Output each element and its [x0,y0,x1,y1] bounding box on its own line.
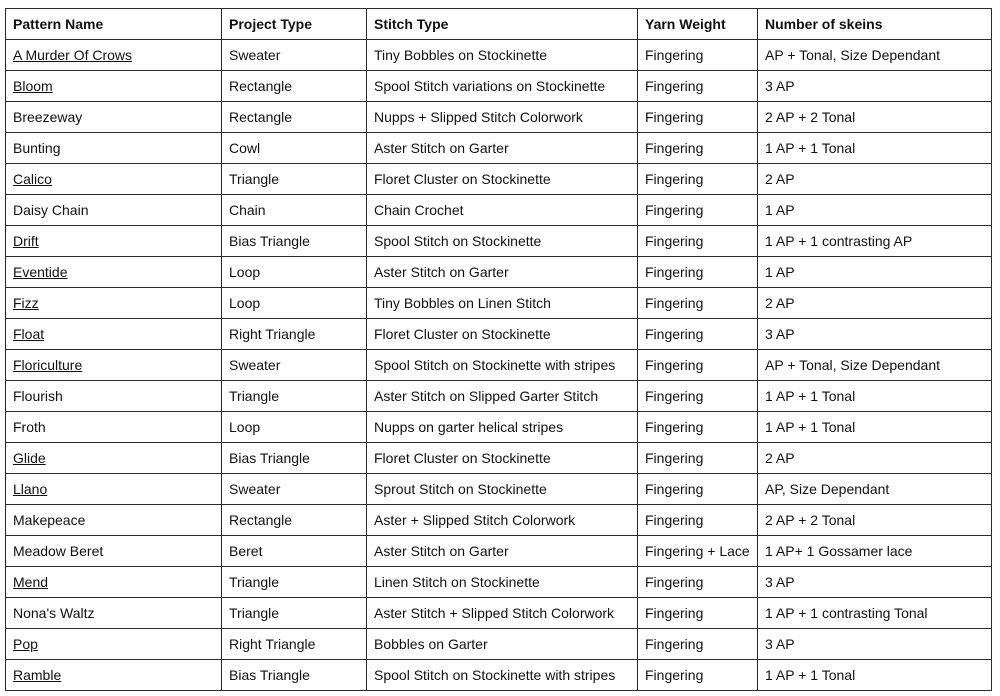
pattern-link[interactable]: Calico [13,171,52,187]
cell-pattern-name: Bunting [6,133,222,164]
table-row [6,598,992,629]
cell-number-of-skeins: 1 AP + 1 contrasting Tonal [758,598,992,629]
cell-pattern-name [6,660,222,691]
table-row [6,412,992,443]
cell-stitch-type: Nupps on garter helical stripes [367,412,638,443]
cell-project-type: Rectangle [222,102,367,133]
cell-stitch-type: Chain Crochet [367,195,638,226]
cell-project-type: Triangle [222,598,367,629]
table-row [6,381,992,412]
cell-stitch-type: Aster Stitch on Garter [367,133,638,164]
table-row [6,350,992,381]
cell-stitch-type: Spool Stitch on Stockinette with stripes [367,350,638,381]
pattern-link[interactable]: Mend [13,574,49,590]
cell-number-of-skeins: AP + Tonal, Size Dependant [758,40,992,71]
cell-project-type: Right Triangle [222,319,367,350]
table-row [6,319,992,350]
table-row [6,567,992,598]
cell-pattern-name [6,443,222,474]
table-row [6,257,992,288]
table-row [6,629,992,660]
cell-number-of-skeins: 1 AP + 1 Tonal [758,660,992,691]
pattern-link[interactable]: Floriculture [13,357,83,373]
cell-number-of-skeins: 1 AP+ 1 Gossamer lace [758,536,992,567]
cell-pattern-name [6,567,222,598]
cell-yarn-weight: Fingering [638,195,758,226]
cell-project-type: Loop [222,288,367,319]
cell-stitch-type: Bobbles on Garter [367,629,638,660]
cell-number-of-skeins: 2 AP [758,164,992,195]
cell-stitch-type: Tiny Bobbles on Linen Stitch [367,288,638,319]
table-row [6,195,992,226]
pattern-link[interactable]: Llano [13,481,48,497]
cell-project-type: Triangle [222,567,367,598]
table-body [6,40,992,691]
cell-stitch-type: Spool Stitch on Stockinette [367,226,638,257]
pattern-link[interactable]: Glide [13,450,46,466]
table-row [6,164,992,195]
cell-project-type: Sweater [222,350,367,381]
cell-yarn-weight: Fingering [638,257,758,288]
cell-stitch-type: Linen Stitch on Stockinette [367,567,638,598]
cell-number-of-skeins: 3 AP [758,629,992,660]
cell-yarn-weight: Fingering [638,102,758,133]
cell-project-type: Beret [222,536,367,567]
cell-project-type: Sweater [222,474,367,505]
cell-number-of-skeins: 2 AP + 2 Tonal [758,505,992,536]
cell-yarn-weight: Fingering [638,164,758,195]
table-row [6,288,992,319]
cell-project-type: Right Triangle [222,629,367,660]
table-header-row [6,9,992,40]
cell-stitch-type: Aster Stitch + Slipped Stitch Colorwork [367,598,638,629]
cell-project-type: Bias Triangle [222,443,367,474]
cell-project-type: Chain [222,195,367,226]
cell-pattern-name [6,164,222,195]
cell-stitch-type: Nupps + Slipped Stitch Colorwork [367,102,638,133]
cell-yarn-weight: Fingering [638,629,758,660]
cell-pattern-name [6,474,222,505]
pattern-link[interactable]: Bloom [13,78,53,94]
table-row [6,660,992,691]
cell-pattern-name: Meadow Beret [6,536,222,567]
cell-pattern-name [6,319,222,350]
cell-number-of-skeins: 1 AP [758,257,992,288]
cell-project-type: Loop [222,257,367,288]
cell-yarn-weight: Fingering [638,443,758,474]
cell-pattern-name [6,71,222,102]
cell-pattern-name: Breezeway [6,102,222,133]
cell-pattern-name: Flourish [6,381,222,412]
cell-yarn-weight: Fingering [638,226,758,257]
table-row [6,474,992,505]
cell-stitch-type: Sprout Stitch on Stockinette [367,474,638,505]
cell-number-of-skeins: AP, Size Dependant [758,474,992,505]
table-row [6,133,992,164]
cell-project-type: Bias Triangle [222,660,367,691]
cell-project-type: Cowl [222,133,367,164]
cell-pattern-name: Froth [6,412,222,443]
cell-number-of-skeins: 2 AP + 2 Tonal [758,102,992,133]
cell-pattern-name [6,40,222,71]
cell-pattern-name [6,629,222,660]
cell-stitch-type: Aster Stitch on Slipped Garter Stitch [367,381,638,412]
table-row [6,505,992,536]
cell-yarn-weight: Fingering [638,288,758,319]
cell-yarn-weight: Fingering [638,412,758,443]
cell-project-type: Triangle [222,381,367,412]
pattern-link[interactable]: Pop [13,636,38,652]
cell-number-of-skeins: 1 AP + 1 Tonal [758,381,992,412]
cell-yarn-weight: Fingering [638,71,758,102]
cell-yarn-weight: Fingering [638,40,758,71]
cell-number-of-skeins: 1 AP + 1 contrasting AP [758,226,992,257]
cell-stitch-type: Floret Cluster on Stockinette [367,443,638,474]
cell-pattern-name: Makepeace [6,505,222,536]
cell-stitch-type: Floret Cluster on Stockinette [367,164,638,195]
pattern-link[interactable]: A Murder Of Crows [13,47,133,63]
cell-stitch-type: Floret Cluster on Stockinette [367,319,638,350]
cell-yarn-weight: Fingering [638,567,758,598]
table-row [6,71,992,102]
cell-stitch-type: Aster Stitch on Garter [367,257,638,288]
table-row [6,536,992,567]
cell-yarn-weight: Fingering [638,319,758,350]
cell-stitch-type: Aster Stitch on Garter [367,536,638,567]
cell-number-of-skeins: 3 AP [758,71,992,102]
cell-number-of-skeins: AP + Tonal, Size Dependant [758,350,992,381]
cell-pattern-name [6,257,222,288]
cell-project-type: Bias Triangle [222,226,367,257]
table-row [6,226,992,257]
pattern-table [5,8,992,691]
cell-number-of-skeins: 3 AP [758,319,992,350]
cell-pattern-name [6,350,222,381]
cell-number-of-skeins: 1 AP + 1 Tonal [758,133,992,164]
cell-stitch-type: Tiny Bobbles on Stockinette [367,40,638,71]
cell-number-of-skeins: 3 AP [758,567,992,598]
cell-project-type: Rectangle [222,505,367,536]
cell-pattern-name: Daisy Chain [6,195,222,226]
header-pattern-name: Pattern Name [6,9,222,40]
pattern-link[interactable]: Float [13,326,45,342]
cell-yarn-weight: Fingering [638,350,758,381]
pattern-link[interactable]: Eventide [13,264,68,280]
cell-pattern-name [6,288,222,319]
cell-project-type: Sweater [222,40,367,71]
cell-yarn-weight: Fingering [638,598,758,629]
pattern-table-container [5,8,992,691]
cell-number-of-skeins: 1 AP + 1 Tonal [758,412,992,443]
table-row [6,102,992,133]
cell-pattern-name [6,226,222,257]
table-row [6,40,992,71]
cell-yarn-weight: Fingering + Lace [638,536,758,567]
cell-yarn-weight: Fingering [638,133,758,164]
cell-yarn-weight: Fingering [638,660,758,691]
cell-stitch-type: Aster + Slipped Stitch Colorwork [367,505,638,536]
cell-project-type: Rectangle [222,71,367,102]
header-yarn-weight: Yarn Weight [638,9,758,40]
cell-yarn-weight: Fingering [638,474,758,505]
header-project-type: Project Type [222,9,367,40]
table-row [6,443,992,474]
pattern-link[interactable]: Fizz [13,295,39,311]
pattern-link[interactable]: Drift [13,233,39,249]
cell-stitch-type: Spool Stitch on Stockinette with stripes [367,660,638,691]
cell-project-type: Triangle [222,164,367,195]
cell-yarn-weight: Fingering [638,381,758,412]
header-stitch-type: Stitch Type [367,9,638,40]
cell-number-of-skeins: 2 AP [758,288,992,319]
cell-yarn-weight: Fingering [638,505,758,536]
cell-pattern-name: Nona's Waltz [6,598,222,629]
cell-project-type: Loop [222,412,367,443]
cell-number-of-skeins: 2 AP [758,443,992,474]
header-number-of-skeins: Number of skeins [758,9,992,40]
pattern-link[interactable]: Ramble [13,667,62,683]
cell-number-of-skeins: 1 AP [758,195,992,226]
cell-stitch-type: Spool Stitch variations on Stockinette [367,71,638,102]
